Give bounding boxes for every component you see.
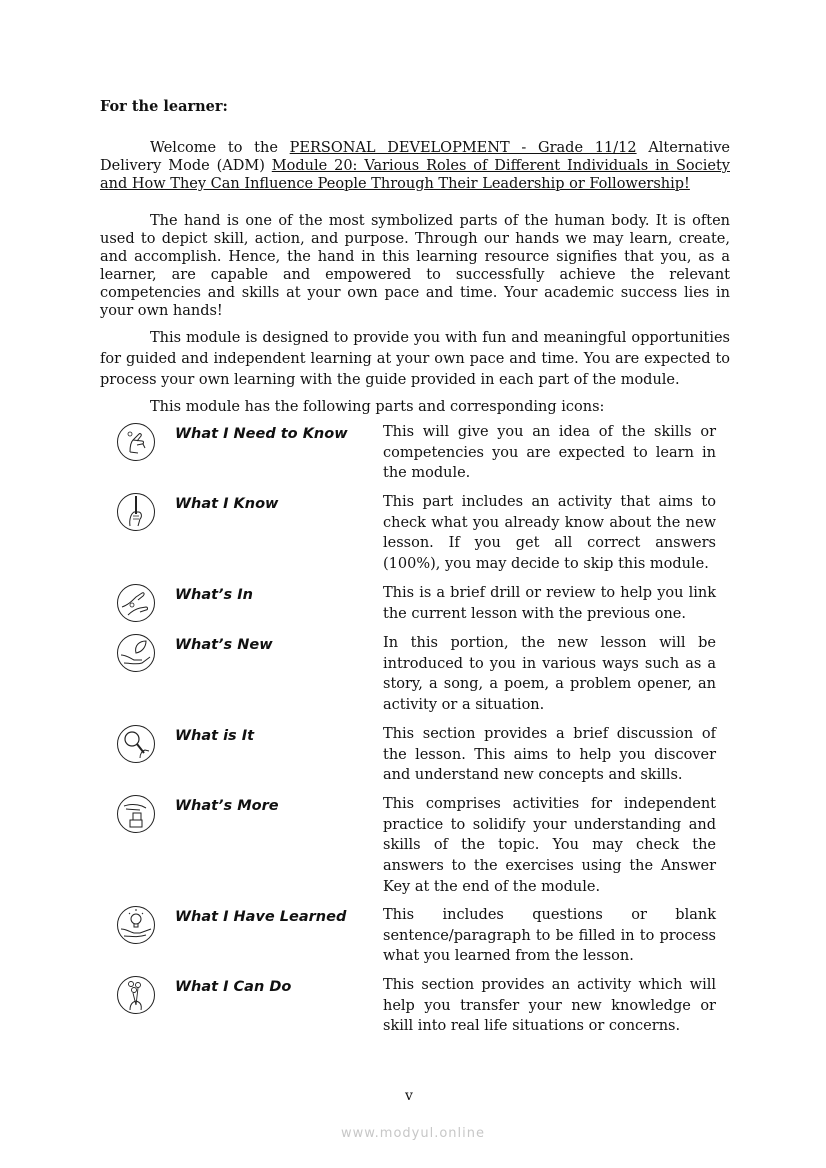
- module-paragraph-text: This module is designed to provide you with fun and meaningful opportunities for guided and independent learning at your own pace and time. You are expected to process your own learning with the guide provided in each part of the module.: [100, 330, 730, 388]
- watermark: www.modyul.online: [340, 1126, 486, 1141]
- part-label: What’s New: [175, 637, 273, 653]
- part-label: What is It: [175, 728, 255, 744]
- hand-with-magnifier-icon: [116, 724, 156, 764]
- part-label: What I Can Do: [175, 979, 292, 995]
- page-number: v: [405, 1088, 413, 1104]
- module-paragraph: [100, 328, 730, 391]
- subject-title: PERSONAL DEVELOPMENT - Grade 11/12: [289, 140, 637, 156]
- parts-intro-text: This module has the following parts and corresponding icons:: [150, 399, 605, 415]
- hand-stacking-blocks-icon: [116, 794, 156, 834]
- part-label: What I Have Learned: [175, 909, 347, 925]
- part-description: This section provides a brief discussion of the lesson. This aims to help you discover and understand new concepts and skills.: [383, 726, 716, 784]
- hands-reaching-icon: [116, 583, 156, 623]
- part-description: This includes questions or blank sentence/paragraph to be filled in to process what you learned from the lesson.: [383, 907, 716, 965]
- part-description: This is a brief drill or review to help you link the current lesson with the previous one.: [383, 585, 716, 622]
- parts-intro: [100, 398, 730, 416]
- part-label: What I Need to Know: [175, 426, 348, 442]
- hands-with-leaf-icon: [116, 633, 156, 673]
- part-description: This part includes an activity that aims to check what you already know about the new lesson. If you get all correct answers (100%), you may decide to skip this module.: [383, 494, 716, 573]
- intro-paragraph: [100, 139, 730, 193]
- hand-paragraph: [100, 212, 730, 320]
- section-heading: For the learner:: [100, 98, 228, 115]
- pointing-hand-icon: [116, 422, 156, 462]
- part-label: What I Know: [175, 496, 279, 512]
- hands-with-lightbulb-icon: [116, 905, 156, 945]
- hand-holding-pencil-icon: [116, 492, 156, 532]
- part-description: This will give you an idea of the skills or competencies you are expected to learn in the module.: [383, 424, 716, 482]
- hand-paragraph-text: The hand is one of the most symbolized parts of the human body. It is often used to depict skill, action, and purpose. Through our hands we may learn, create, and accomplish. Hence, the hand in this learning resource signifies that you, as a learner, are capable and empowered to successfully achieve the relevant competencies and skills at your own pace and time. Your academic success lies in your own hands!: [100, 213, 730, 319]
- part-description: This comprises activities for independent practice to solidify your understanding and skills of the topic. You may check the answers to the exercises using the Answer Key at the end of the module.: [383, 796, 716, 895]
- part-description: In this portion, the new lesson will be introduced to you in various ways such as a story, a song, a poem, a problem opener, an activity or a situation.: [383, 635, 716, 714]
- intro-text-middle: Alternative Delivery Mode (ADM): [100, 140, 730, 174]
- intro-text-before: Welcome to the: [150, 140, 290, 156]
- part-label: What’s In: [175, 587, 253, 603]
- module-title: Module 20: Various Roles of Different Individuals in Society and How They Can Influence People Through Their Leadership or Followership!: [100, 158, 730, 192]
- hand-with-flowers-icon: [116, 975, 156, 1015]
- part-label: What’s More: [175, 798, 279, 814]
- part-description: This section provides an activity which will help you transfer your new knowledge or skill into real life situations or concerns.: [383, 977, 716, 1035]
